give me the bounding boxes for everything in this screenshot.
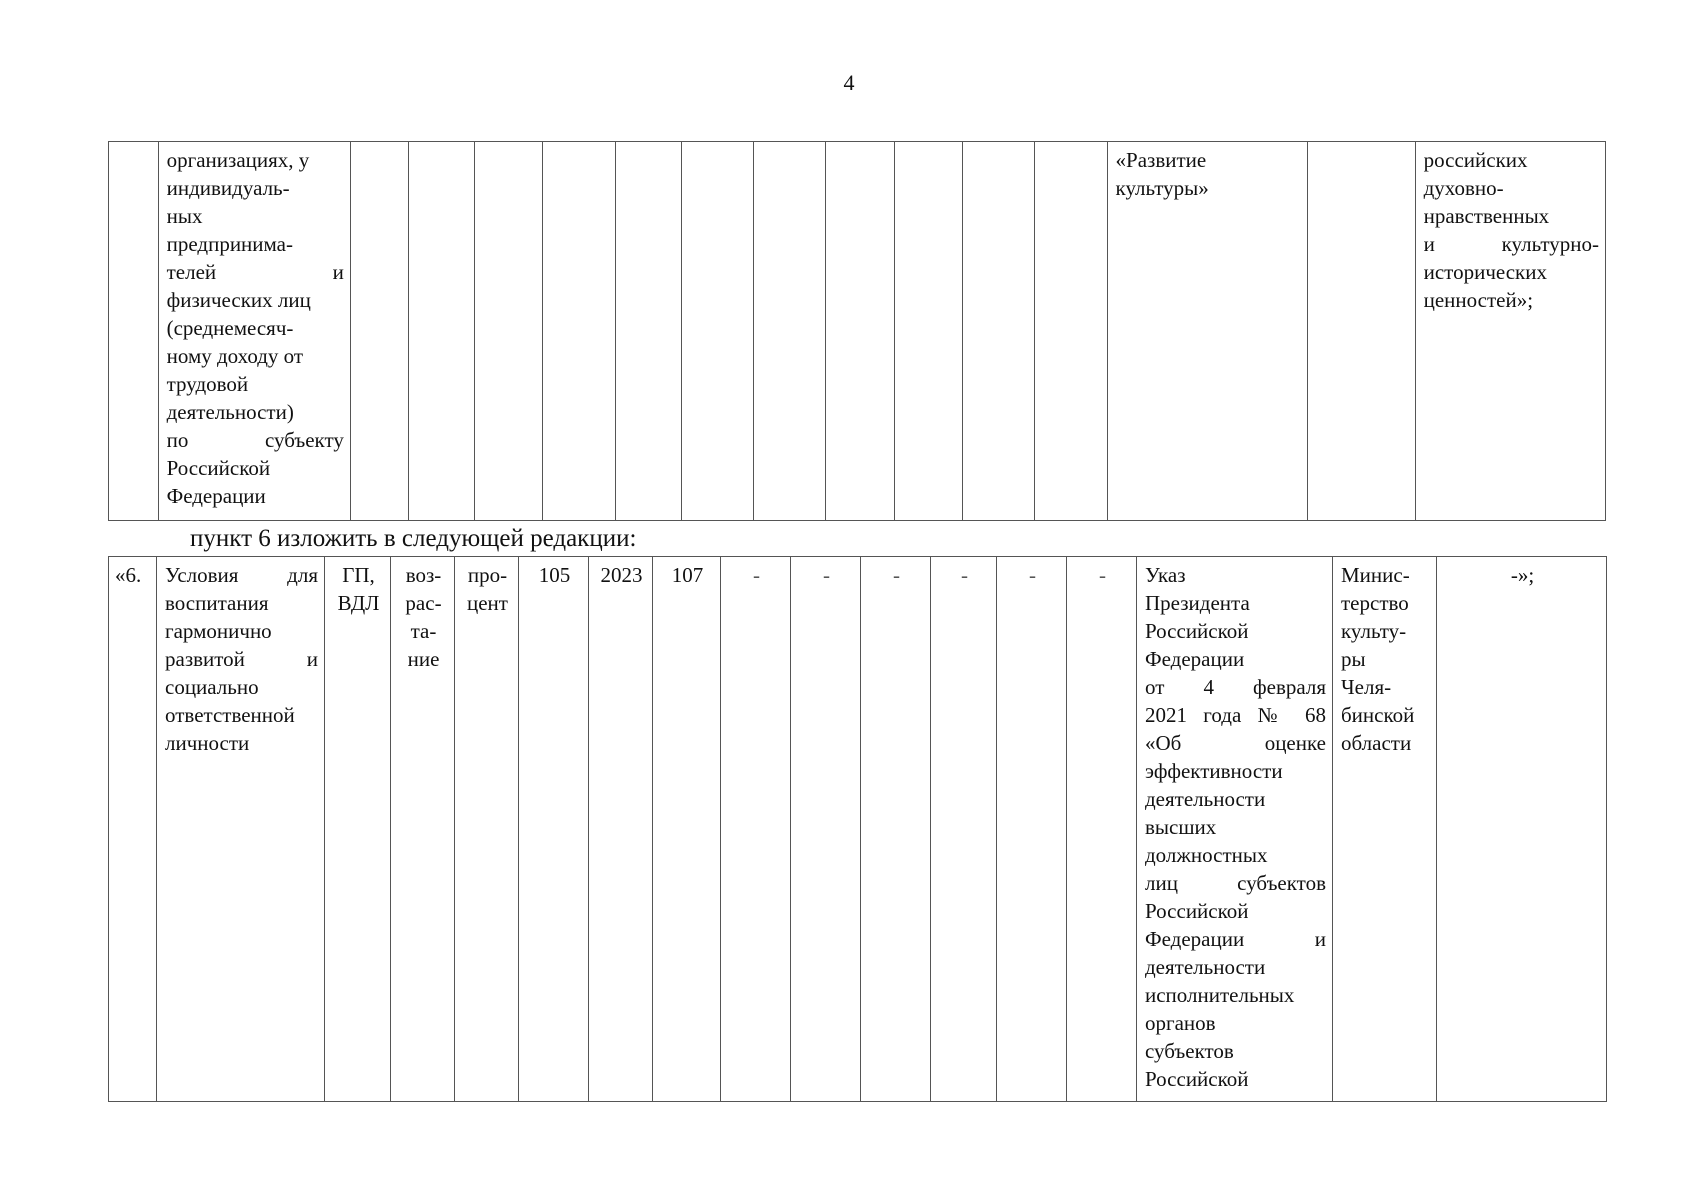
dash-cell: - [1067, 557, 1137, 1102]
indicator-line: организациях, у [166, 148, 310, 172]
table-row [109, 557, 1607, 1102]
indicator-line: предпринима- [166, 232, 293, 256]
empty-cell [962, 142, 1034, 521]
empty-cell [350, 142, 408, 521]
basis-line: высших [1145, 815, 1217, 839]
goal-line: духовно- [1423, 176, 1504, 200]
indicator-line: Российской [166, 456, 271, 480]
last-cell: -»; [1437, 557, 1607, 1102]
type-line: ГП, [342, 563, 375, 587]
basis-line: субъектов [1145, 1039, 1234, 1063]
empty-cell [754, 142, 826, 521]
responsible-line: бинской [1341, 703, 1415, 727]
direction-line: воз- [405, 563, 442, 587]
empty-cell [1035, 142, 1107, 521]
goal-line: российских [1423, 148, 1528, 172]
page-number: 4 [843, 70, 855, 95]
responsible-line: области [1341, 731, 1412, 755]
indicator-table-continued [108, 141, 1606, 521]
unit-line: цент [467, 591, 508, 615]
unit-cell [455, 557, 519, 1102]
empty-cell [826, 142, 894, 521]
dash-cell: - [721, 557, 791, 1102]
dash-cell: - [931, 557, 997, 1102]
indicator-line: по субъекту [166, 428, 344, 452]
indicator-line: (среднемесяч- [166, 316, 294, 340]
indicator-line: развитой и [165, 647, 318, 671]
empty-cell [1308, 142, 1416, 521]
basis-line: Федерации и [1145, 927, 1326, 951]
empty-cell [681, 142, 753, 521]
goal-line: нравственных [1423, 204, 1550, 228]
indicator-line: ных [166, 204, 203, 228]
type-line: ВДЛ [337, 591, 380, 615]
program-cell [1107, 142, 1308, 521]
empty-cell [894, 142, 962, 521]
basis-line: Федерации [1145, 647, 1245, 671]
indicator-line: воспитания [165, 591, 269, 615]
basis-line: Российской [1145, 1067, 1249, 1091]
table-row [109, 142, 1606, 521]
responsible-line: Минис- [1341, 563, 1410, 587]
responsible-line: ры [1341, 647, 1366, 671]
responsible-cell [1333, 557, 1437, 1102]
direction-line: та- [410, 619, 437, 643]
indicator-line: социально [165, 675, 259, 699]
indicator-cell [158, 142, 350, 521]
empty-cell [543, 142, 615, 521]
empty-cell [615, 142, 681, 521]
basis-line: 2021 года № 68 [1145, 703, 1326, 727]
basis-line: Российской [1145, 899, 1249, 923]
responsible-line: терство [1341, 591, 1409, 615]
target-value-cell: 107 [653, 557, 721, 1102]
goal-cell [1415, 142, 1605, 521]
responsible-line: Челя- [1341, 675, 1392, 699]
basis-line: деятельности [1145, 955, 1266, 979]
empty-cell [474, 142, 542, 521]
indicator-line: гармонично [165, 619, 272, 643]
basis-line: Указ [1145, 563, 1186, 587]
legal-basis-cell [1137, 557, 1333, 1102]
indicator-line: Федерации [166, 484, 266, 508]
direction-line: рас- [405, 591, 442, 615]
indicator-type-cell [325, 557, 391, 1102]
basis-line: эффективности [1145, 759, 1283, 783]
indicator-line: личности [165, 731, 250, 755]
goal-line: исторических [1423, 260, 1547, 284]
basis-line: «Об оценке [1145, 731, 1326, 755]
indicator-line: индивидуаль- [166, 176, 290, 200]
empty-cell [408, 142, 474, 521]
indicator-line: телей и [166, 260, 344, 284]
basis-line: деятельности [1145, 787, 1266, 811]
base-value-cell: 105 [519, 557, 589, 1102]
direction-line: ние [407, 647, 440, 671]
indicator-table-new-item [108, 556, 1607, 1102]
basis-line: должностных [1145, 843, 1268, 867]
goal-line: и культурно- [1423, 232, 1599, 256]
basis-line: Президента [1145, 591, 1250, 615]
indicator-line: ответственной [165, 703, 295, 727]
program-line: культуры» [1115, 176, 1209, 200]
indicator-line: физических лиц [166, 288, 311, 312]
indicator-cell [157, 557, 325, 1102]
amendment-text: пункт 6 изложить в следующей редакции: [190, 525, 637, 552]
indicator-line: ному доходу от [166, 344, 304, 368]
unit-line: про- [467, 563, 508, 587]
dash-cell: - [997, 557, 1067, 1102]
number-cell: «6. [109, 557, 157, 1102]
indicator-line: деятельности) [166, 400, 294, 424]
basis-line: от 4 февраля [1145, 675, 1326, 699]
basis-line: лиц субъектов [1145, 871, 1326, 895]
dash-cell: - [791, 557, 861, 1102]
base-year-cell: 2023 [589, 557, 653, 1102]
direction-cell [391, 557, 455, 1102]
responsible-line: культу- [1341, 619, 1407, 643]
basis-line: Российской [1145, 619, 1249, 643]
indicator-line: трудовой [166, 372, 249, 396]
number-cell [109, 142, 159, 521]
program-line: «Развитие [1115, 148, 1207, 172]
indicator-line: Условия для [165, 563, 318, 587]
basis-line: органов [1145, 1011, 1216, 1035]
goal-line: ценностей»; [1423, 288, 1534, 312]
basis-line: исполнительных [1145, 983, 1295, 1007]
dash-cell: - [861, 557, 931, 1102]
